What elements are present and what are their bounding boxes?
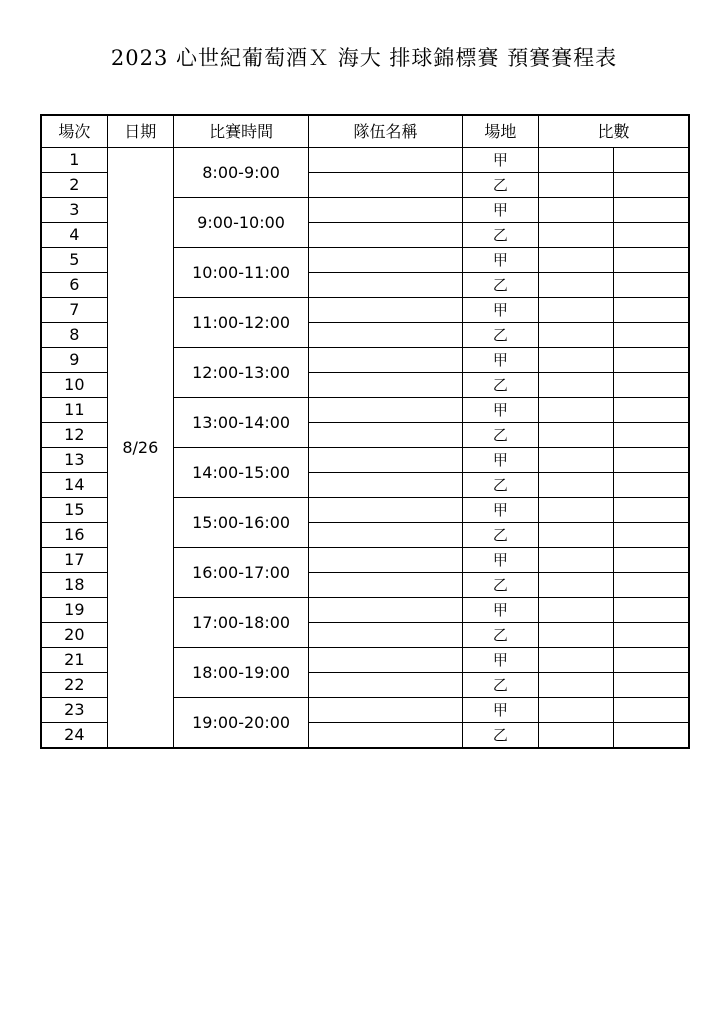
header-time: 比賽時間 <box>173 115 308 148</box>
score-cell-set-b[interactable] <box>614 173 689 198</box>
team-name-cell[interactable] <box>309 423 462 448</box>
team-name-cell[interactable] <box>309 598 462 623</box>
match-time: 11:00-12:00 <box>173 298 308 348</box>
score-cell-set-a[interactable] <box>538 148 613 173</box>
score-cell-set-a[interactable] <box>538 173 613 198</box>
score-cell-set-a[interactable] <box>538 673 613 698</box>
team-name-cell[interactable] <box>309 723 462 749</box>
score-cell-set-a[interactable] <box>538 523 613 548</box>
header-score: 比數 <box>538 115 689 148</box>
score-cell-set-b[interactable] <box>614 198 689 223</box>
header-match: 場次 <box>41 115 107 148</box>
score-cell-set-a[interactable] <box>538 598 613 623</box>
score-cell-set-b[interactable] <box>614 298 689 323</box>
court-cell: 乙 <box>462 223 538 248</box>
match-number: 13 <box>41 448 107 473</box>
match-number: 16 <box>41 523 107 548</box>
team-name-cell[interactable] <box>309 348 462 373</box>
score-cell-set-b[interactable] <box>614 323 689 348</box>
team-name-cell[interactable] <box>309 298 462 323</box>
match-number: 4 <box>41 223 107 248</box>
court-cell: 甲 <box>462 198 538 223</box>
score-cell-set-b[interactable] <box>614 548 689 573</box>
court-cell: 甲 <box>462 148 538 173</box>
match-time: 15:00-16:00 <box>173 498 308 548</box>
score-cell-set-b[interactable] <box>614 148 689 173</box>
court-cell: 乙 <box>462 623 538 648</box>
score-cell-set-b[interactable] <box>614 473 689 498</box>
score-cell-set-a[interactable] <box>538 198 613 223</box>
team-name-cell[interactable] <box>309 248 462 273</box>
team-name-cell[interactable] <box>309 498 462 523</box>
match-time: 16:00-17:00 <box>173 548 308 598</box>
match-number: 21 <box>41 648 107 673</box>
score-cell-set-b[interactable] <box>614 698 689 723</box>
score-cell-set-a[interactable] <box>538 723 613 749</box>
court-cell: 乙 <box>462 173 538 198</box>
court-cell: 甲 <box>462 548 538 573</box>
team-name-cell[interactable] <box>309 198 462 223</box>
court-cell: 乙 <box>462 573 538 598</box>
match-number: 24 <box>41 723 107 749</box>
match-number: 9 <box>41 348 107 373</box>
match-number: 8 <box>41 323 107 348</box>
court-cell: 甲 <box>462 498 538 523</box>
court-cell: 乙 <box>462 723 538 749</box>
court-cell: 甲 <box>462 398 538 423</box>
match-number: 15 <box>41 498 107 523</box>
score-cell-set-a[interactable] <box>538 223 613 248</box>
score-cell-set-a[interactable] <box>538 573 613 598</box>
score-cell-set-a[interactable] <box>538 423 613 448</box>
match-time: 17:00-18:00 <box>173 598 308 648</box>
match-number: 14 <box>41 473 107 498</box>
score-cell-set-b[interactable] <box>614 598 689 623</box>
match-number: 20 <box>41 623 107 648</box>
team-name-cell[interactable] <box>309 273 462 298</box>
team-name-cell[interactable] <box>309 573 462 598</box>
match-number: 12 <box>41 423 107 448</box>
match-number: 5 <box>41 248 107 273</box>
header-row <box>41 115 689 148</box>
score-cell-set-a[interactable] <box>538 548 613 573</box>
score-cell-set-b[interactable] <box>614 248 689 273</box>
court-cell: 乙 <box>462 473 538 498</box>
score-cell-set-a[interactable] <box>538 448 613 473</box>
team-name-cell[interactable] <box>309 148 462 173</box>
match-date: 8/26 <box>107 148 173 749</box>
team-name-cell[interactable] <box>309 373 462 398</box>
court-cell: 乙 <box>462 323 538 348</box>
score-cell-set-b[interactable] <box>614 673 689 698</box>
court-cell: 甲 <box>462 448 538 473</box>
score-cell-set-b[interactable] <box>614 623 689 648</box>
score-cell-set-b[interactable] <box>614 498 689 523</box>
team-name-cell[interactable] <box>309 673 462 698</box>
score-cell-set-b[interactable] <box>614 523 689 548</box>
match-number: 1 <box>41 148 107 173</box>
score-cell-set-b[interactable] <box>614 648 689 673</box>
score-cell-set-a[interactable] <box>538 323 613 348</box>
match-number: 18 <box>41 573 107 598</box>
score-cell-set-a[interactable] <box>538 248 613 273</box>
court-cell: 乙 <box>462 423 538 448</box>
score-cell-set-a[interactable] <box>538 648 613 673</box>
score-cell-set-a[interactable] <box>538 373 613 398</box>
score-cell-set-a[interactable] <box>538 298 613 323</box>
header-date: 日期 <box>107 115 173 148</box>
score-cell-set-b[interactable] <box>614 723 689 749</box>
match-time: 12:00-13:00 <box>173 348 308 398</box>
score-cell-set-a[interactable] <box>538 348 613 373</box>
score-cell-set-a[interactable] <box>538 498 613 523</box>
match-number: 17 <box>41 548 107 573</box>
team-name-cell[interactable] <box>309 323 462 348</box>
court-cell: 甲 <box>462 648 538 673</box>
match-time: 19:00-20:00 <box>173 698 308 749</box>
score-cell-set-a[interactable] <box>538 623 613 648</box>
court-cell: 乙 <box>462 673 538 698</box>
page-title: 2023 心世紀葡萄酒Ｘ 海大 排球錦標賽 預賽賽程表 <box>110 46 618 70</box>
court-cell: 甲 <box>462 248 538 273</box>
match-time: 13:00-14:00 <box>173 398 308 448</box>
team-name-cell[interactable] <box>309 623 462 648</box>
court-cell: 甲 <box>462 698 538 723</box>
match-number: 19 <box>41 598 107 623</box>
score-cell-set-b[interactable] <box>614 398 689 423</box>
court-cell: 甲 <box>462 598 538 623</box>
team-name-cell[interactable] <box>309 548 462 573</box>
team-name-cell[interactable] <box>309 648 462 673</box>
score-cell-set-b[interactable] <box>614 273 689 298</box>
score-cell-set-b[interactable] <box>614 348 689 373</box>
team-name-cell[interactable] <box>309 223 462 248</box>
team-name-cell[interactable] <box>309 473 462 498</box>
match-time: 8:00-9:00 <box>173 148 308 198</box>
score-cell-set-a[interactable] <box>538 273 613 298</box>
match-time: 9:00-10:00 <box>173 198 308 248</box>
court-cell: 甲 <box>462 348 538 373</box>
score-cell-set-a[interactable] <box>538 473 613 498</box>
match-number: 10 <box>41 373 107 398</box>
score-cell-set-a[interactable] <box>538 698 613 723</box>
team-name-cell[interactable] <box>309 523 462 548</box>
match-time: 10:00-11:00 <box>173 248 308 298</box>
court-cell: 乙 <box>462 273 538 298</box>
court-cell: 乙 <box>462 373 538 398</box>
table-row <box>41 148 689 173</box>
score-cell-set-b[interactable] <box>614 573 689 598</box>
score-cell-set-b[interactable] <box>614 448 689 473</box>
team-name-cell[interactable] <box>309 398 462 423</box>
match-number: 11 <box>41 398 107 423</box>
match-time: 18:00-19:00 <box>173 648 308 698</box>
match-number: 7 <box>41 298 107 323</box>
match-number: 2 <box>41 173 107 198</box>
score-cell-set-b[interactable] <box>614 423 689 448</box>
match-number: 23 <box>41 698 107 723</box>
match-number: 3 <box>41 198 107 223</box>
match-time: 14:00-15:00 <box>173 448 308 498</box>
score-cell-set-b[interactable] <box>614 373 689 398</box>
score-cell-set-a[interactable] <box>538 398 613 423</box>
team-name-cell[interactable] <box>309 698 462 723</box>
header-team: 隊伍名稱 <box>309 115 462 148</box>
header-court: 場地 <box>462 115 538 148</box>
team-name-cell[interactable] <box>309 173 462 198</box>
court-cell: 甲 <box>462 298 538 323</box>
score-cell-set-b[interactable] <box>614 223 689 248</box>
schedule-table <box>40 114 690 749</box>
match-number: 6 <box>41 273 107 298</box>
team-name-cell[interactable] <box>309 448 462 473</box>
match-number: 22 <box>41 673 107 698</box>
court-cell: 乙 <box>462 523 538 548</box>
